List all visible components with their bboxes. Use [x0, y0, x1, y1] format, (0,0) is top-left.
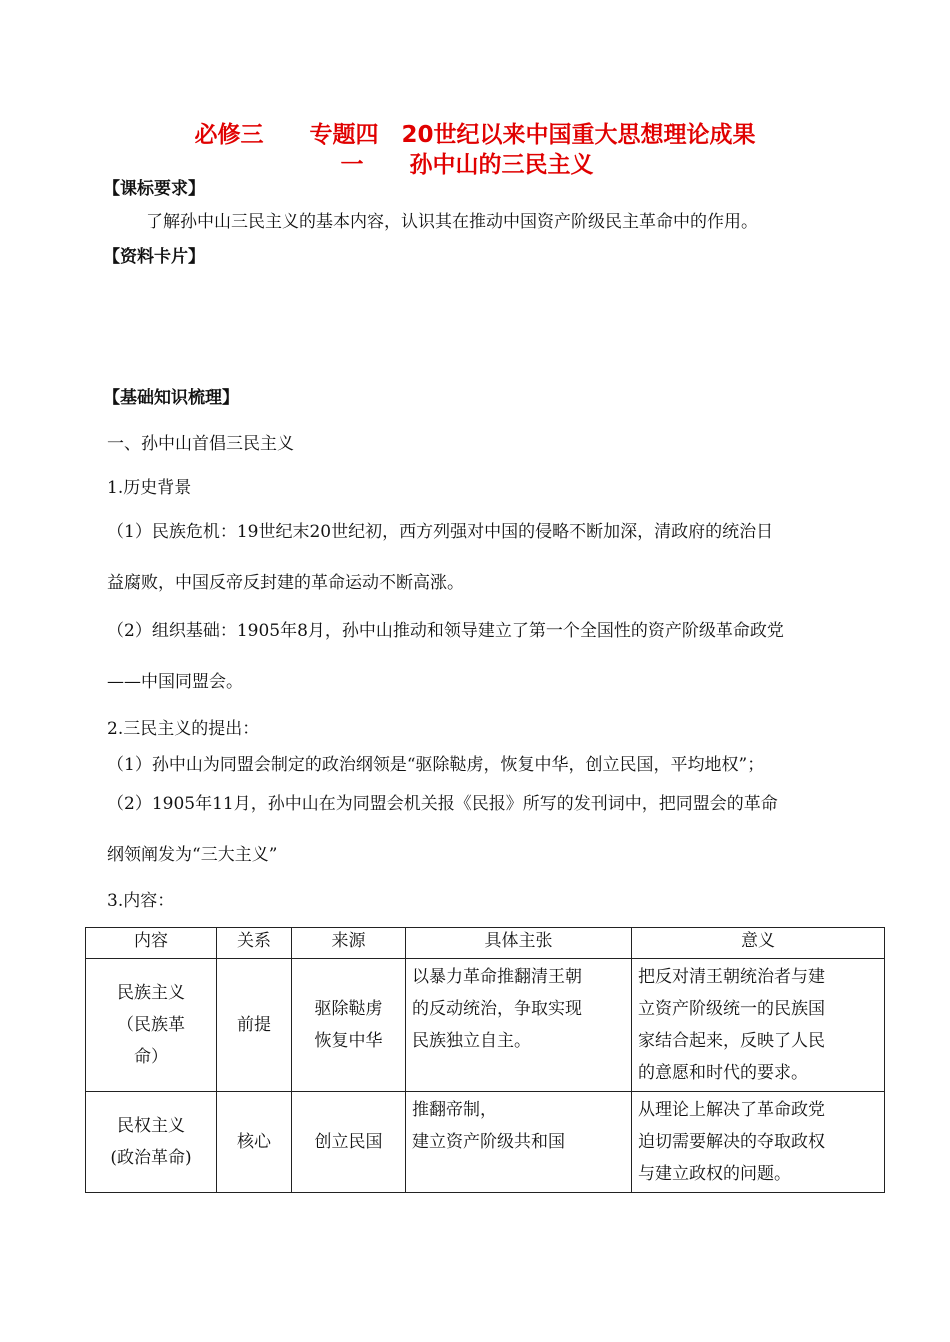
header-meaning: 意义: [632, 928, 885, 959]
kebiao-heading: 【课标要求】: [103, 179, 205, 199]
header-source: 来源: [292, 928, 406, 959]
table-row: [86, 959, 885, 1092]
cell-claim: 推翻帝制， 建立资产阶级共和国: [406, 1092, 632, 1193]
p1-title: 1.历史背景: [107, 478, 192, 498]
header-content: 内容: [86, 928, 217, 959]
p1-item1-line2: 益腐败，中国反帝反封建的革命运动不断高涨。: [107, 573, 464, 593]
p2-item1: （1）孙中山为同盟会制定的政治纲领是“驱除鞑虏，恢复中华，创立民国，平均地权”；: [107, 755, 765, 775]
cell-meaning: 把反对清王朝统治者与建 立资产阶级统一的民族国 家结合起来，反映了人民 的意愿和时代的要求。: [632, 959, 885, 1092]
part1-title: 一、孙中山首倡三民主义: [107, 434, 294, 454]
p3-title: 3.内容：: [107, 891, 175, 911]
p1-item2-line1: （2）组织基础：1905年8月，孙中山推动和领导建立了第一个全国性的资产阶级革命政党: [107, 621, 784, 641]
cell-meaning: 从理论上解决了革命政党 迫切需要解决的夺取政权 与建立政权的问题。: [632, 1092, 885, 1193]
p1-item2-line2: ——中国同盟会。: [107, 672, 243, 692]
cell-content: 民族主义 （民族革 命）: [86, 959, 217, 1092]
page-subtitle: 一 孙中山的三民主义: [340, 152, 594, 178]
table-header-row: [86, 928, 885, 959]
p2-title: 2.三民主义的提出：: [107, 719, 260, 739]
header-relation: 关系: [217, 928, 292, 959]
cell-claim: 以暴力革命推翻清王朝 的反动统治，争取实现 民族独立自主。: [406, 959, 632, 1092]
page-title: 必修三 专题四 20世纪以来中国重大思想理论成果: [194, 122, 756, 148]
ziliao-heading: 【资料卡片】: [103, 247, 205, 267]
jichu-heading: 【基础知识梳理】: [103, 388, 239, 408]
sanmin-table: [85, 927, 885, 1193]
cell-relation: 前提: [217, 959, 292, 1092]
cell-source: 驱除鞑虏 恢复中华: [292, 959, 406, 1092]
kebiao-text: 了解孙中山三民主义的基本内容，认识其在推动中国资产阶级民主革命中的作用。: [146, 212, 758, 232]
p2-item2-line2: 纲领阐发为“三大主义”: [107, 845, 278, 865]
header-claim: 具体主张: [406, 928, 632, 959]
table-row: [86, 1092, 885, 1193]
cell-source: 创立民国: [292, 1092, 406, 1193]
p1-item1-line1: （1）民族危机：19世纪末20世纪初，西方列强对中国的侵略不断加深，清政府的统治日: [107, 522, 774, 542]
cell-relation: 核心: [217, 1092, 292, 1193]
p2-item2-line1: （2）1905年11月，孙中山在为同盟会机关报《民报》所写的发刊词中，把同盟会的革命: [107, 794, 778, 814]
cell-content: 民权主义 (政治革命): [86, 1092, 217, 1193]
